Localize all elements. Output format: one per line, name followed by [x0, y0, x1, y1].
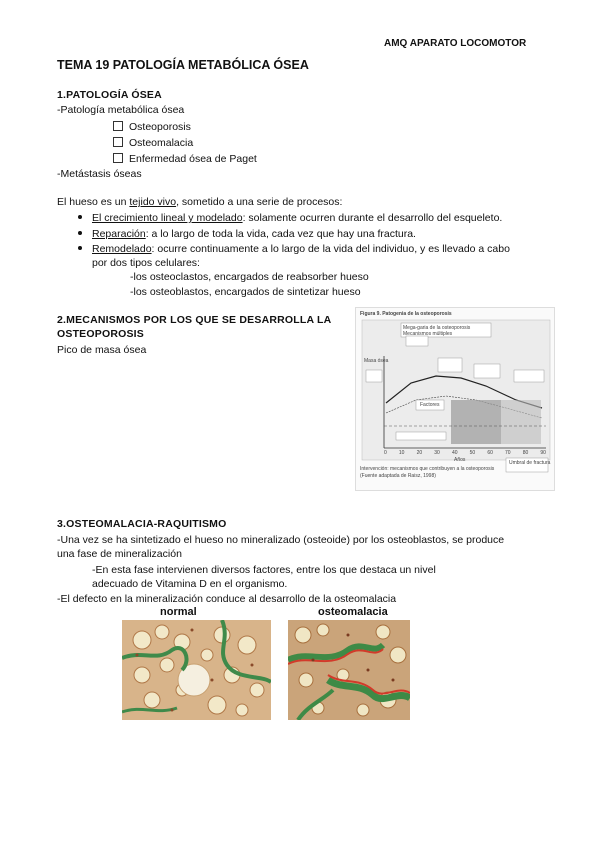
bullet-continuation: por dos tipos celulares: — [92, 257, 200, 269]
s3-line5: -El defecto en la mineralización conduce al desarrollo de la osteomalacia — [57, 593, 397, 605]
checklist-item: Enfermedad ósea de Paget — [113, 152, 257, 166]
section3-heading: 3.OSTEOMALACIA-RAQUITISMO — [57, 518, 227, 530]
figure-box-line2: Mecanismos múltiples — [403, 331, 453, 337]
checkbox-icon — [113, 121, 123, 131]
s3-line1: -Una vez se ha sintetizado el hueso no mineralizado (osteoide) por los osteoblastos, se produce — [57, 534, 505, 546]
image-label-osteomalacia: osteomalacia — [318, 606, 388, 618]
section2-heading: 2.MECANISMOS POR LOS QUE SE DESARROLLA LA — [57, 314, 332, 326]
checkbox-icon — [113, 137, 123, 147]
s2-text: Pico de masa ósea — [57, 344, 147, 356]
section1-heading: 1.PATOLOGÍA ÓSEA — [57, 89, 162, 101]
sub-item-osteoblastos: -los osteoblastos, encargados de sintetizar hueso — [130, 286, 361, 298]
header-course-label: AMQ APARATO LOCOMOTOR — [384, 38, 527, 49]
image-label-normal: normal — [160, 606, 197, 618]
figure-label-fractura: Umbral de fractura — [509, 460, 551, 466]
figure-footer-line1: Intervención: mecanismos que contribuyen a la osteoporosis — [360, 466, 495, 472]
tejido-vivo-term: tejido vivo — [129, 196, 177, 208]
page-title: TEMA 19 PATOLOGÍA METABÓLICA ÓSEA — [57, 58, 309, 72]
section2-heading-cont: OSTEOPOROSIS — [57, 328, 144, 340]
s1-line-metastasis: -Metástasis óseas — [57, 168, 142, 180]
histology-normal-image — [122, 620, 271, 720]
figure-label-masa: Masa ósea — [364, 358, 389, 364]
s3-line3: -En esta fase intervienen diversos factores, entre los que destaca un nivel — [92, 564, 436, 576]
bullet-item: Remodelado: ocurre continuamente a lo largo de la vida del individuo, y es llevado a cabo — [78, 242, 510, 256]
figure-box-line1: Mega-garia de la osteoporosis — [403, 325, 471, 331]
s1-intro: El hueso es un tejido vivo, sometido a una serie de procesos: — [57, 196, 343, 208]
checkbox-icon — [113, 153, 123, 163]
osteoporosis-figure — [355, 307, 555, 491]
bullet-icon — [78, 246, 82, 250]
figure-x-label: Años — [454, 457, 466, 463]
checklist-item: Osteomalacia — [113, 136, 193, 150]
figure-x-ticks: 0 10 20 30 40 50 60 70 80 90 — [384, 450, 546, 456]
figure-footer-line2: (Fuente adaptada de Raisz, 1998) — [360, 473, 436, 479]
figure-caption: Figura 9. Patogenia de la osteoporosis — [360, 311, 452, 317]
s3-line4: adecuado de Vitamina D en el organismo. — [92, 578, 288, 590]
sub-item-osteoclastos: -los osteoclastos, encargados de reabsorber hueso — [130, 271, 369, 283]
bullet-item: Reparación: a lo largo de toda la vida, cada vez que hay una fractura. — [78, 227, 416, 241]
histology-osteomalacia-image — [288, 620, 410, 720]
bullet-item: El crecimiento lineal y modelado: solamente ocurren durante el desarrollo del esqueleto. — [78, 211, 502, 225]
bullet-icon — [78, 231, 82, 235]
checklist-item: Osteoporosis — [113, 120, 191, 134]
figure-label-factores: Factores — [420, 402, 440, 408]
bullet-icon — [78, 215, 82, 219]
s1-line-metabolica: -Patología metabólica ósea — [57, 104, 185, 116]
s3-line2: una fase de mineralización — [57, 548, 182, 560]
